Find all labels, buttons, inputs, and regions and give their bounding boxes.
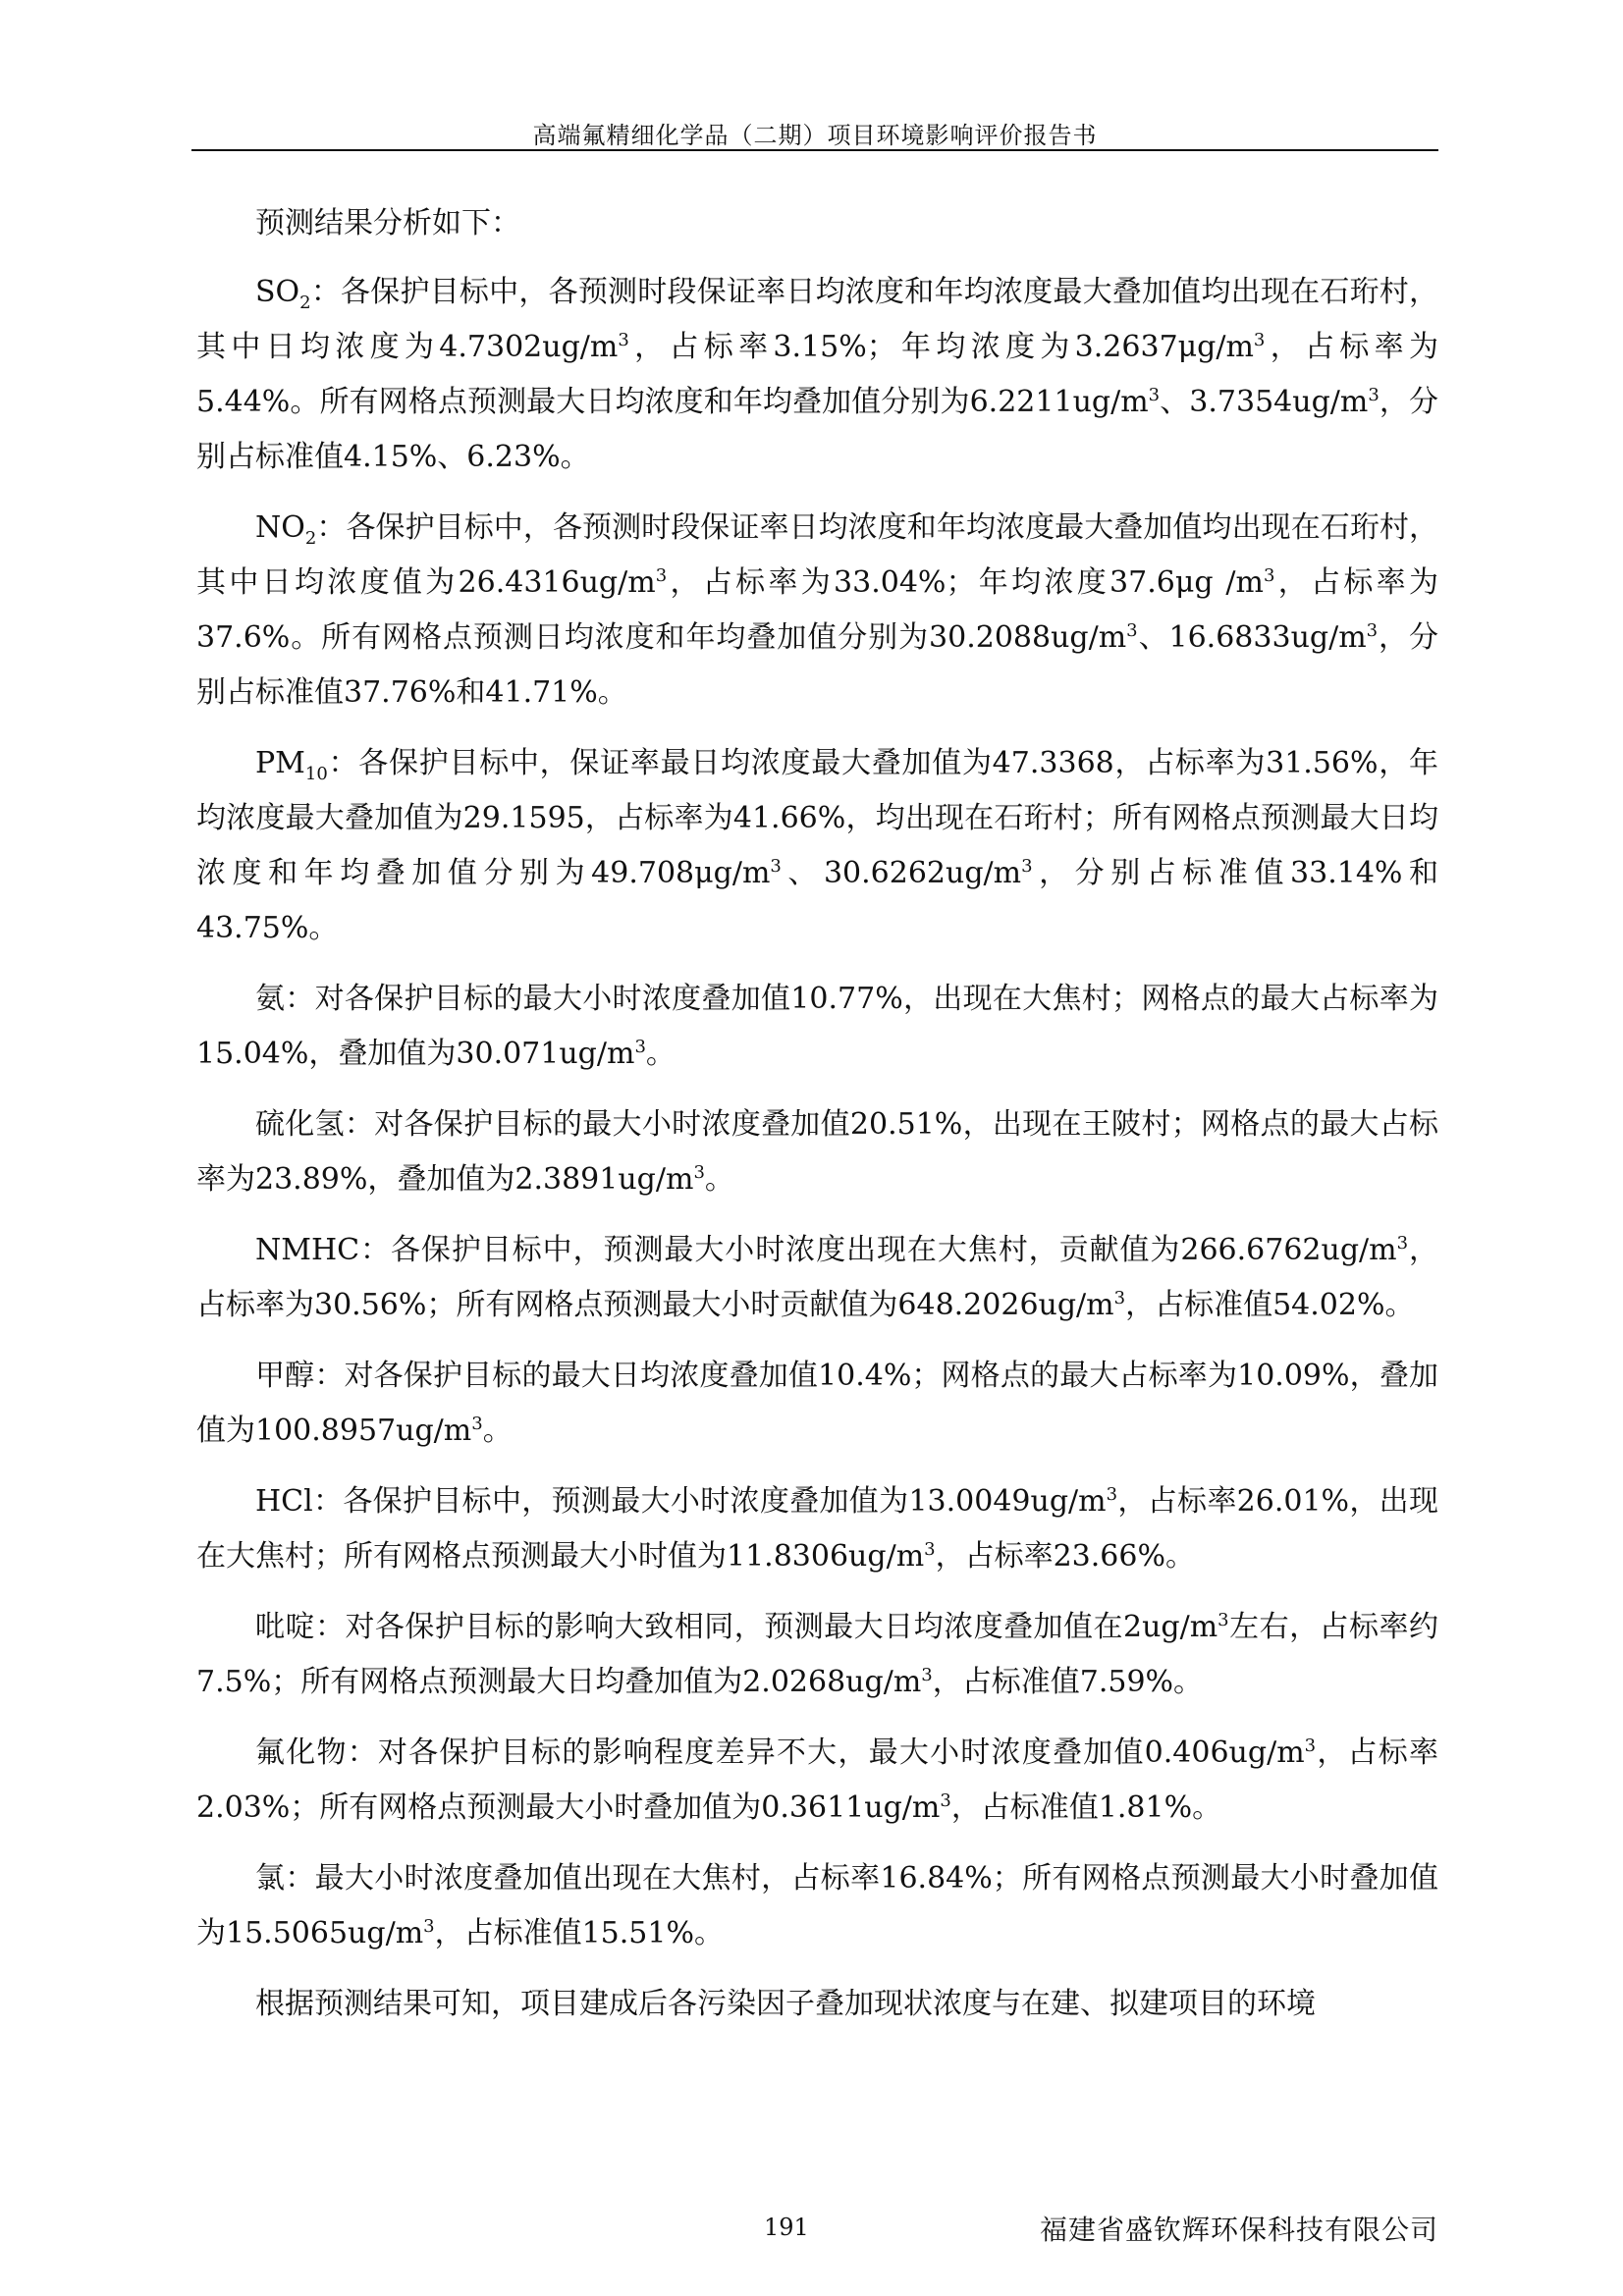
superscript: 3	[1253, 330, 1266, 350]
superscript: 3	[1396, 1233, 1409, 1254]
pollutant-name: 吡啶	[255, 1610, 315, 1644]
superscript: 3	[940, 1790, 951, 1811]
superscript: 3	[634, 1037, 646, 1057]
superscript: 3	[921, 1665, 933, 1685]
superscript: 3	[1368, 385, 1380, 405]
pollutant-name: 硫化氢	[255, 1107, 345, 1142]
superscript: 3	[770, 856, 782, 877]
paragraph-fluoride	[196, 1726, 1438, 1836]
paragraph-text: ：各保护目标中，预测最大小时浓度出现在大焦村，贡献值为266.6762ug/m	[359, 1233, 1397, 1267]
superscript: 3	[1366, 620, 1379, 641]
paragraph-text: ：各保护目标中，各预测时段保证率日均浓度和年均浓度最大叠加值均出现在石珩村，其中日均浓度为4.7302ug/m	[196, 275, 1438, 364]
paragraph-text: ：各保护目标中，保证率最日均浓度最大叠加值为47.3368，占标率为31.56%，年均浓度最大叠加值为29.1595，占标率为41.66%，均出现在石珩村；所有网格点预测最大日均浓度和年均叠加值分别为49.708μg/m	[196, 746, 1438, 890]
paragraph-text: 。	[482, 1414, 513, 1448]
pollutant-name: 氨	[255, 982, 286, 1016]
superscript: 3	[655, 565, 668, 586]
paragraph-text: ：各保护目标中，各预测时段保证率日均浓度和年均浓度最大叠加值均出现在石珩村，其中日均浓度值为26.4316ug/m	[196, 510, 1438, 600]
paragraph-text: ，占标准值54.02%。	[1125, 1288, 1415, 1322]
superscript: 3	[423, 1916, 435, 1937]
subscript: 2	[304, 528, 317, 549]
paragraph-text: ，占标准值7.59%。	[932, 1665, 1204, 1699]
paragraph-chlorine	[196, 1851, 1438, 1961]
paragraph-text: ：对各保护目标的影响程度差异不大，最大小时浓度叠加值0.406ug/m	[347, 1735, 1305, 1770]
paragraph-nmhc	[196, 1223, 1438, 1333]
superscript: 3	[1148, 385, 1161, 405]
paragraph-pm10	[196, 736, 1438, 956]
paragraph-text: 左右，占标率约7.5%；所有网格点预测最大日均叠加值为2.0268ug/m	[196, 1610, 1439, 1699]
pollutant-name: HCl	[255, 1484, 313, 1519]
pollutant-name: 氯	[255, 1861, 286, 1896]
superscript: 3	[1263, 565, 1275, 586]
paragraph-text: ，占标准值15.51%。	[434, 1916, 724, 1950]
paragraph-methanol	[196, 1349, 1438, 1459]
paragraph-text: 、30.6262ug/m	[781, 856, 1022, 890]
superscript: 3	[1217, 1610, 1229, 1630]
superscript: 3	[1021, 856, 1033, 877]
paragraph-so2	[196, 265, 1438, 485]
paragraph-text: ：各保护目标中，预测最大小时浓度叠加值为13.0049ug/m	[312, 1484, 1107, 1519]
paragraph-text: ，占标率3.15%；年均浓度为3.2637μg/m	[628, 330, 1254, 364]
document-body	[196, 196, 1438, 2048]
paragraph-text: 。	[645, 1037, 676, 1071]
superscript: 3	[1304, 1735, 1317, 1756]
pollutant-name: 氟化物	[255, 1735, 348, 1770]
paragraph-no2	[196, 501, 1438, 721]
superscript: 3	[1113, 1288, 1126, 1308]
superscript: 3	[693, 1162, 705, 1183]
superscript: 3	[618, 330, 629, 350]
paragraph-text: 。	[704, 1162, 734, 1197]
paragraph-pyridine	[196, 1600, 1438, 1710]
superscript: 3	[1126, 620, 1138, 641]
pollutant-name: PM	[255, 746, 305, 780]
paragraph-text: ：对各保护目标的影响大致相同，预测最大日均浓度叠加值在2ug/m	[314, 1610, 1218, 1644]
paragraph-text: ：对各保护目标的最大小时浓度叠加值10.77%，出现在大焦村；网格点的最大占标率为15.04%，叠加值为30.071ug/m	[196, 982, 1439, 1071]
running-header: 高端氟精细化学品（二期）项目环境影响评价报告书	[532, 122, 1098, 149]
pollutant-name: NO	[255, 510, 305, 545]
page-number: 191	[764, 2214, 809, 2241]
paragraph-text: ，分别占标准值33.14%和43.75%。	[196, 856, 1438, 945]
paragraph-text: ，占标率23.66%。	[935, 1539, 1195, 1574]
closing-paragraph: 根据预测结果可知，项目建成后各污染因子叠加现状浓度与在建、拟建项目的环境	[255, 1987, 1316, 2021]
pollutant-name: SO	[255, 275, 300, 309]
superscript: 3	[1106, 1484, 1118, 1505]
paragraph-text: ：对各保护目标的最大小时浓度叠加值20.51%，出现在王陂村；网格点的最大占标率为23.89%，叠加值为2.3891ug/m	[196, 1107, 1439, 1197]
paragraph-text: ，占标准值1.81%。	[950, 1790, 1222, 1825]
paragraph-text: 、16.6833ug/m	[1137, 620, 1367, 655]
paragraph-hcl	[196, 1474, 1438, 1584]
subscript: 2	[299, 293, 311, 313]
paragraph-text: ，占标率为37.6%。所有网格点预测日均浓度和年均叠加值分别为30.2088ug/m	[196, 565, 1439, 655]
paragraph-ammonia	[196, 972, 1438, 1082]
paragraph-hydrogen-sulfide	[196, 1097, 1438, 1207]
subscript: 10	[304, 764, 328, 784]
paragraph-text: ，占标率为5.44%。所有网格点预测最大日均浓度和年均叠加值分别为6.2211ug/m	[196, 330, 1439, 419]
paragraph-text: ，占标率为30.56%；所有网格点预测最大小时贡献值为648.2026ug/m	[196, 1233, 1439, 1322]
paragraph-text: ，分别占标准值37.76%和41.71%。	[196, 620, 1438, 710]
paragraph-text: ，占标率2.03%；所有网格点预测最大小时叠加值为0.3611ug/m	[196, 1735, 1439, 1825]
paragraph-text: ，占标率26.01%，出现在大焦村；所有网格点预测最大小时值为11.8306ug/m	[196, 1484, 1439, 1574]
paragraph-text: 、3.7354ug/m	[1160, 385, 1369, 419]
intro-paragraph: 预测结果分析如下：	[255, 206, 520, 240]
paragraph-text: ：对各保护目标的最大日均浓度叠加值10.4%；网格点的最大占标率为10.09%，叠加值为100.8957ug/m	[196, 1359, 1438, 1448]
pollutant-name: 甲醇	[255, 1359, 315, 1393]
pollutant-name: NMHC	[255, 1233, 360, 1267]
paragraph-text: ，分别占标准值4.15%、6.23%。	[196, 385, 1439, 474]
superscript: 3	[471, 1414, 483, 1434]
paragraph-text: ，占标率为33.04%；年均浓度37.6μg /m	[667, 565, 1264, 600]
superscript: 3	[924, 1539, 936, 1560]
header-rule	[191, 149, 1438, 151]
company-name: 福建省盛钦辉环保科技有限公司	[1039, 2214, 1438, 2246]
paragraph-text: ：最大小时浓度叠加值出现在大焦村，占标率16.84%；所有网格点预测最大小时叠加值为15.5065ug/m	[196, 1861, 1439, 1950]
